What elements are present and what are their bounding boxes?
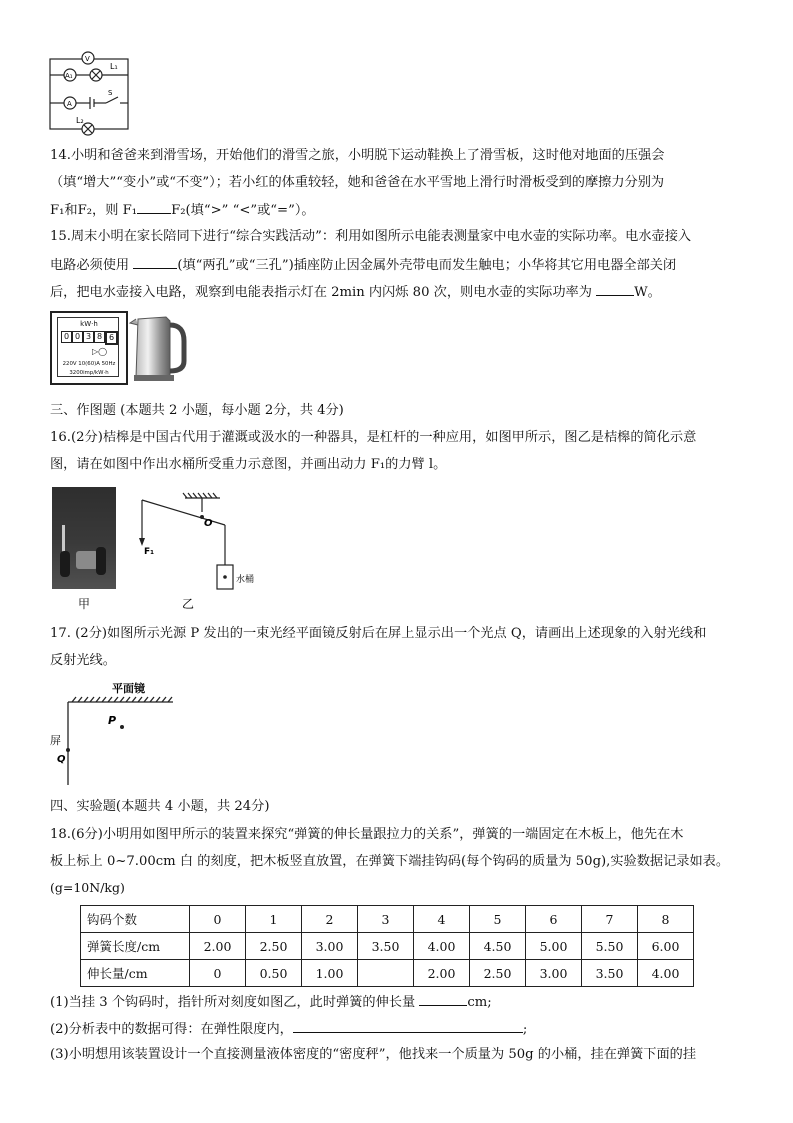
table-cell: 3 [358,906,414,933]
section3-heading: 三、作图题 (本题共 2 小题，每小题 2分，共 4分) [50,403,344,418]
meter-digit: 3 [83,331,94,343]
q14-line3-a: F₁和F₂，则 F₁ [50,203,138,218]
table-cell: 2.50 [470,960,526,987]
table-cell: 5.50 [582,933,638,960]
table-cell: 弹簧长度/cm [81,933,190,960]
table-cell-empty[interactable] [358,960,414,987]
point-q-label: Q [57,754,66,765]
table-cell: 3.50 [582,960,638,987]
table-cell: 伸长量/cm [81,960,190,987]
q14-line2: （填“增大”“变小”或“不变”）；若小红的体重较轻，她和爸爸在水平雪地上滑行时滑板受到的摩擦力分别为 [50,175,665,190]
circuit-diagram [44,44,134,136]
table-cell: 3.50 [358,933,414,960]
q15-line2-b: (填“两孔”或“三孔”)插座防止因金属外壳带电而发生触电；小华将其它用电器全部关闭 [177,258,677,273]
ammeter-a-label: A [67,100,72,108]
lamp-l1-label: L₁ [110,62,118,71]
table-cell: 4 [414,906,470,933]
q14-line3 [50,199,315,221]
q18-sub3: (3)小明想用该装置设计一个直接测量液体密度的“密度秤”，他找来一个质量为 50g 的小桶，挂在弹簧下面的挂 [50,1047,697,1062]
table-cell: 8 [638,906,694,933]
force-f1-label: F₁ [144,547,155,557]
table-cell: 0 [190,906,246,933]
meter-digits [61,331,118,345]
meter-digit: 8 [94,331,105,343]
q15-line3 [50,281,661,303]
meter-spec1: 220V 10(60)A 50Hz [62,361,116,367]
q18-sub1-b: cm; [467,995,492,1010]
spring-data-table [80,905,694,987]
meter-unit: kW·h [80,320,98,328]
lever-diagram [130,490,270,612]
table-cell: 3.00 [526,960,582,987]
q16-line1: 16.(2分)桔槔是中国古代用于灌溉或汲水的一种器具，是杠杆的一种应用，如图甲所示，图乙是桔槔的简化示意 [50,430,697,445]
table-cell: 2.00 [190,933,246,960]
meter-digit: 6 [105,331,118,345]
mirror-diagram [48,680,183,792]
table-cell: 4.50 [470,933,526,960]
table-cell: 2 [302,906,358,933]
q18-conclusion-blank[interactable] [293,1018,523,1033]
jiegao-photo [52,487,116,589]
q15-line1: 15.周末小明在家长陪同下进行“综合实践活动”：利用如图所示电能表测量家中电水壶的实际功率。电水壶接入 [50,229,692,244]
switch-label: S [108,89,113,97]
table-row [81,960,694,987]
energy-meter [50,311,128,385]
q17-line2: 反射光线。 [50,653,116,668]
q18-sub1-a: (1)当挂 3 个钩码时，指针所对刻度如图乙，此时弹簧的伸长量 [50,995,420,1010]
table-cell: 钩码个数 [81,906,190,933]
table-cell: 3.00 [302,933,358,960]
meter-spec2: 3200imp/kW·h [69,370,109,376]
table-cell: 5.00 [526,933,582,960]
q15-line3-a: 后，把电水壶接入电路，观察到电能表指示灯在 2min 内闪烁 80 次，则电水壶的实际功率为 [50,285,597,300]
q18-line1: 18.(6分)小明用如图甲所示的装置来探究“弹簧的伸长量跟拉力的关系”，弹簧的一端固定在木板上，他先在木 [50,827,684,842]
table-cell: 4.00 [638,960,694,987]
q15-socket-blank[interactable] [133,254,177,269]
table-cell: 2.50 [246,933,302,960]
section4-heading: 四、实验题(本题共 4 小题，共 24分) [50,799,270,814]
table-cell: 4.00 [414,933,470,960]
table-cell: 7 [582,906,638,933]
table-cell: 5 [470,906,526,933]
q18-sub2 [50,1018,527,1040]
meter-digit: 0 [72,331,83,343]
voltmeter-label: V [85,55,90,63]
q14-line1: 14.小明和爸爸来到滑雪场，开始他们的滑雪之旅，小明脱下运动鞋换上了滑雪板，这时他对地面的压强会 [50,148,665,163]
q18-line3: (g=10N/kg) [50,880,125,895]
lamp-l2-label: L₂ [76,116,84,125]
q16-line2: 图，请在如图中作出水桶所受重力示意图，并画出动力 F₁的力臂 l。 [50,457,447,472]
q15-line2 [50,254,676,276]
q14-line3-b: F₂(填“>” “<”或“=”）。 [171,203,315,218]
q18-sub2-b: ; [522,1022,528,1037]
screen-label: 屏 [50,734,61,747]
q18-sub1 [50,991,492,1013]
bucket-label: 水桶 [236,575,255,585]
label-yi: 乙 [182,597,195,611]
table-row [81,933,694,960]
electric-kettle-image [128,311,190,383]
q15-line2-a: 电路必须使用 [50,258,134,273]
point-p-label: P [108,714,117,727]
table-cell: 0 [190,960,246,987]
table-cell: 6.00 [638,933,694,960]
ammeter-a1-label: A₁ [65,72,73,80]
table-cell: 1 [246,906,302,933]
meter-indicator-icon: ▷◯ [92,347,108,356]
label-jia: 甲 [78,597,91,611]
q15-line3-b: W。 [634,285,661,300]
mirror-label: 平面镜 [112,682,145,695]
table-cell: 2.00 [414,960,470,987]
q18-extension-blank[interactable] [419,991,467,1006]
table-cell: 0.50 [246,960,302,987]
table-cell: 6 [526,906,582,933]
meter-digit: 0 [61,331,72,343]
q14-answer-blank[interactable] [137,199,171,214]
pivot-o-label: O [204,518,213,529]
table-cell: 1.00 [302,960,358,987]
q18-sub2-a: (2)分析表中的数据可得：在弹性限度内， [50,1022,293,1037]
q17-line1: 17. (2分)如图所示光源 P 发出的一束光经平面镜反射后在屏上显示出一个光点 Q，请画出上述现象的入射光线和 [50,626,707,641]
q18-line2: 板上标上 0~7.00cm 白 的刻度，把木板竖直放置，在弹簧下端挂钩码(每个钩码的质量为 50g),实验数据记录如表。 [50,854,730,869]
q15-power-blank[interactable] [596,281,634,296]
table-row [81,906,694,933]
